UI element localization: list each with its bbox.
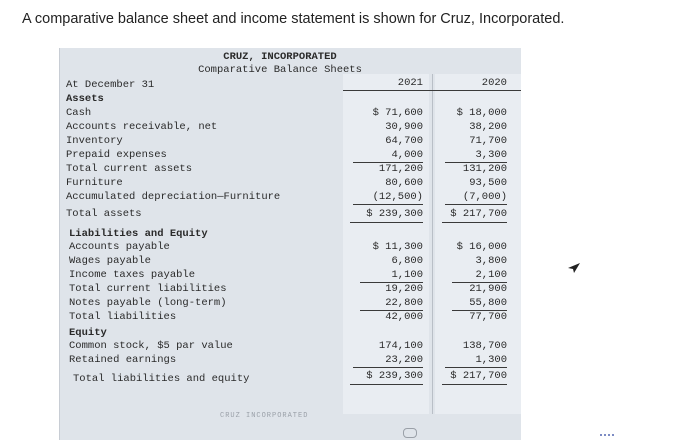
row-label: Cash xyxy=(66,107,92,119)
subtotal-rule xyxy=(353,204,423,205)
liabilities-heading: Liabilities and Equity xyxy=(69,228,208,240)
total-rule xyxy=(442,384,507,385)
total-rule xyxy=(350,222,423,223)
col-2021-header: 2021 xyxy=(397,77,423,89)
row-2021: 64,700 xyxy=(385,135,423,147)
row-2021: $ 11,300 xyxy=(372,241,423,253)
link-icon xyxy=(403,428,417,438)
row-2021: 171,200 xyxy=(378,163,423,175)
row-2021: 6,800 xyxy=(391,255,423,267)
row-2020: 1,300 xyxy=(475,354,507,366)
row-2021: $ 239,300 xyxy=(366,370,423,382)
row-label: Total assets xyxy=(66,208,142,220)
row-2020: $ 18,000 xyxy=(456,107,507,119)
row-2020: 131,200 xyxy=(462,163,507,175)
row-label: Prepaid expenses xyxy=(66,149,167,161)
more-dots-icon xyxy=(600,434,614,438)
row-2020: 138,700 xyxy=(462,340,507,352)
intro-text: A comparative balance sheet and income statement is shown for Cruz, Incorporated. xyxy=(22,11,565,27)
row-2020: 3,800 xyxy=(475,255,507,267)
row-2020: $ 217,700 xyxy=(450,208,507,220)
row-2021: (12,500) xyxy=(372,191,423,203)
sheet-subtitle: Comparative Balance Sheets xyxy=(198,64,362,76)
row-2021: 42,000 xyxy=(385,311,423,323)
row-label: Income taxes payable xyxy=(69,269,196,281)
row-label: Common stock, $5 par value xyxy=(69,340,233,352)
row-2021: 174,100 xyxy=(378,340,423,352)
total-rule xyxy=(350,384,423,385)
row-2020: (7,000) xyxy=(462,191,507,203)
row-2021: $ 71,600 xyxy=(372,107,423,119)
row-2020: 2,100 xyxy=(475,269,507,281)
row-2021: $ 239,300 xyxy=(366,208,423,220)
col-divider xyxy=(432,74,433,414)
row-2021: 4,000 xyxy=(391,149,423,161)
row-2021: 19,200 xyxy=(385,283,423,295)
row-2020: 77,700 xyxy=(469,311,507,323)
row-2021: 80,600 xyxy=(385,177,423,189)
row-label: Notes payable (long-term) xyxy=(69,297,227,309)
row-2020: 38,200 xyxy=(469,121,507,133)
row-2020: 71,700 xyxy=(469,135,507,147)
row-label: Total liabilities xyxy=(69,311,177,323)
row-label: Inventory xyxy=(66,135,123,147)
row-label: Accounts payable xyxy=(69,241,170,253)
company-name: CRUZ, INCORPORATED xyxy=(223,51,337,63)
row-2020: 55,800 xyxy=(469,297,507,309)
row-label: Retained earnings xyxy=(69,354,177,366)
row-2021: 23,200 xyxy=(385,354,423,366)
row-2020: 93,500 xyxy=(469,177,507,189)
col-2020-header: 2020 xyxy=(481,77,507,89)
balance-sheet xyxy=(59,48,521,440)
equity-heading: Equity xyxy=(69,327,107,339)
row-2020: 3,300 xyxy=(475,149,507,161)
row-label: Furniture xyxy=(66,177,123,189)
row-2020: 21,900 xyxy=(469,283,507,295)
row-2021: 30,900 xyxy=(385,121,423,133)
cut-off-header: CRUZ INCORPORATED xyxy=(220,412,309,420)
row-label: Accounts receivable, net xyxy=(66,121,218,133)
subtotal-rule xyxy=(353,367,423,368)
row-label: Total current liabilities xyxy=(69,283,227,295)
cursor-icon xyxy=(567,262,581,274)
row-label: Accumulated depreciation—Furniture xyxy=(66,191,281,203)
total-rule xyxy=(442,222,507,223)
date-label: At December 31 xyxy=(66,79,155,91)
row-label: Wages payable xyxy=(69,255,151,267)
row-label: Total liabilities and equity xyxy=(73,373,250,385)
row-2020: $ 16,000 xyxy=(456,241,507,253)
assets-heading: Assets xyxy=(66,93,104,105)
subtotal-rule xyxy=(445,204,507,205)
row-2021: 1,100 xyxy=(391,269,423,281)
subtotal-rule xyxy=(445,367,507,368)
header-rule xyxy=(343,90,521,91)
row-label: Total current assets xyxy=(66,163,193,175)
row-2021: 22,800 xyxy=(385,297,423,309)
row-2020: $ 217,700 xyxy=(450,370,507,382)
